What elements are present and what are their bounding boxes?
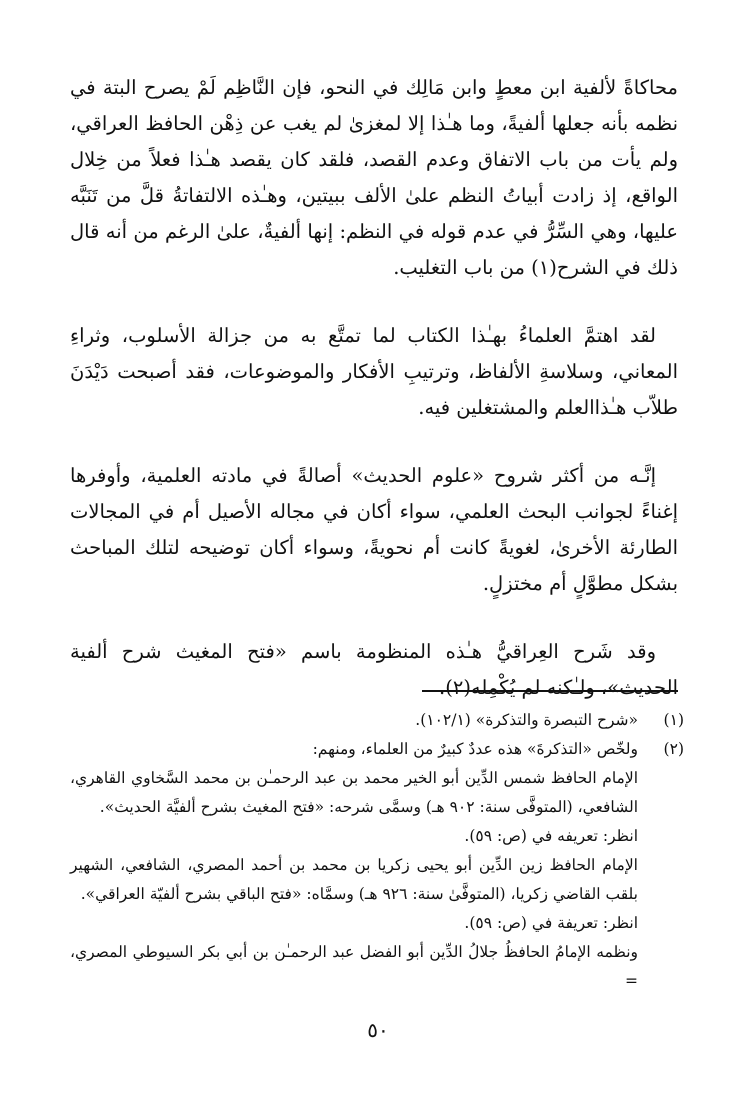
footnotes-section — [70, 706, 684, 996]
footnote-number: (٢) — [663, 740, 684, 758]
footnote-item — [70, 735, 684, 764]
page-number: ٥٠ — [367, 1018, 389, 1042]
main-text-block — [70, 70, 678, 738]
footnote-item — [70, 706, 684, 735]
footnote-line: الإمام الحافظ زين الدِّين أبو يحيى زكريا بن محمد بن أحمد المصري، الشافعي، الشهير بلقب القاضي زكريا، (المتوفَّىٰ سنة: ٩٢٦ هـ) وسمَّاه: «فتح الباقي بشرح ألفيّة العراقي». — [70, 856, 638, 903]
footnote-line: انظر: تعريفة في (ص: ٥٩). — [464, 914, 638, 932]
footnote-line: الإمام الحافظ شمس الدِّين أبو الخير محمد بن عبد الرحمـٰن بن محمد السَّخاوي القاهري، الشافعي، (المتوفَّى سنة: ٩٠٢ هـ) وسمَّى شرحه: «فتح المغيث بشرح ألفيَّة الحديث». — [70, 769, 638, 816]
footnote-body — [70, 735, 638, 764]
footnote-line: انظر: تعريفه في (ص: ٥٩). — [464, 827, 638, 845]
footnote-number: (١) — [663, 711, 684, 729]
footnote-line: «شرح التبصرة والتذكرة» (١٠٢/١). — [415, 711, 638, 729]
footnote-continuation — [70, 764, 684, 996]
body-paragraph: إنَّـه من أكثر شروح «علوم الحديث» أصالةً في مادته العلمية، وأوفرها إغناءً لجوانب البحث العلمي، سواء أكان في مجاله الأصيل أم في المجالات الطارئة الأخرىٰ، لغويةً كانت أم نحويةً، وسواء أكان توضيحه لتلك المباحث بشكل مطوَّلٍ أم مختزلٍ. — [70, 464, 678, 595]
footnote-line: ولخّص «التذكرةَ» هذه عددٌ كبيرٌ من العلماء، ومنهم: — [312, 740, 638, 758]
footnote-body — [70, 706, 638, 735]
body-paragraph: وقد شَرح العِراقيُّ هـٰذه المنظومة باسم «فتح المغيث شرح ألفية الحديث»، ولـٰكنه لم يُكْمِله(٢). — [70, 640, 678, 699]
body-paragraph: محاكاةً لألفية ابن معطٍ وابن مَالِك في النحو، فإن النَّاظِم لَمْ يصرح البتة في نظمه بأنه جعلها ألفيةً، وما هـٰذا إلا لمغزىٰ لم يغب عن ذِهْن الحافظ العراقي، ولم يأت من باب الاتفاق وعدم القصد، فلقد كان يقصد هـٰذا فعلاً من خِلال الواقع، إذ زادت أبياتُ النظم علىٰ الألف ببيتين، وهـٰذه الالتفاتةُ قلَّ من تَنَبَّه عليها، وهي السِّرُّ في عدم قوله في النظم: إنها ألفيةٌ، علىٰ الرغم من أنه قال ذلك في الشرح(١) من باب التغليب. — [70, 76, 678, 279]
footnote-separator — [422, 690, 678, 692]
footnote-line: ونظمه الإمامُ الحافظُ جلالُ الدِّين أبو الفضل عبد الرحمـٰن بن أبي بكر السيوطي المصري، = — [70, 943, 638, 990]
body-paragraph: لقد اهتمَّ العلماءُ بهـٰذا الكتاب لما تمتَّع به من جزالة الأسلوب، وثراءِ المعاني، وسلاسةِ الألفاظ، وترتيبِ الأفكار والموضوعات، فقد أصبحت دَيْدَنَ طلاّب هـٰذاالعلم والمشتغلين فيه. — [70, 324, 678, 419]
